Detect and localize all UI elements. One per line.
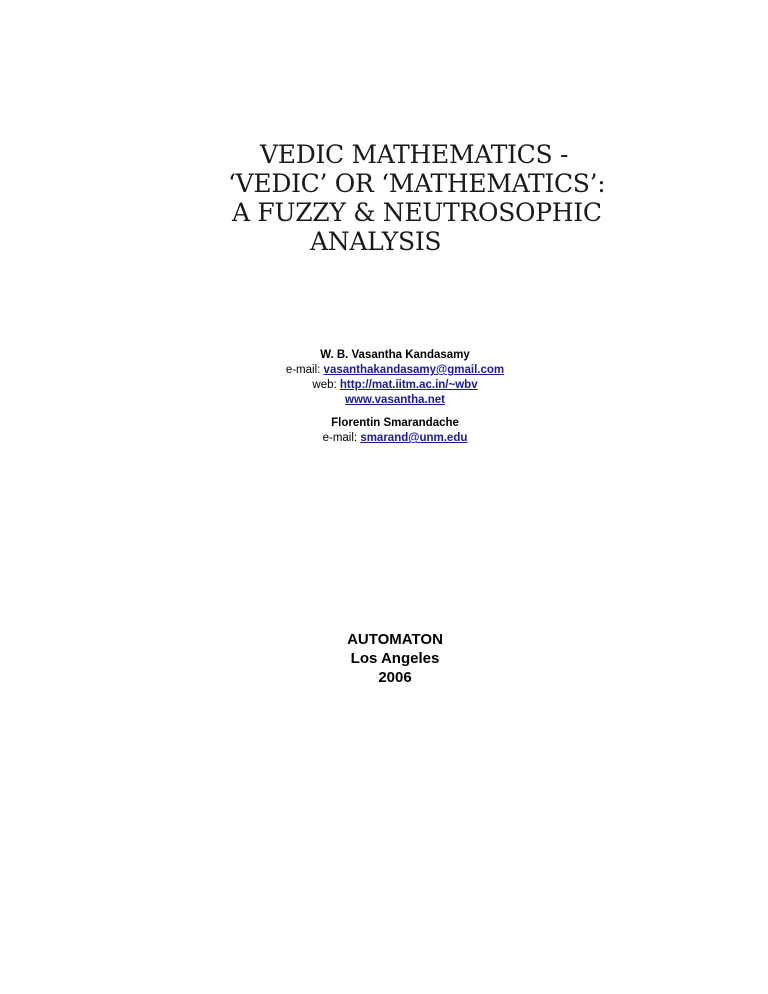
author-1-web2-link[interactable]: www.vasantha.net xyxy=(345,394,445,406)
title-line-4: ANALYSIS xyxy=(310,227,442,256)
author-1-web-label: web: xyxy=(312,379,337,391)
title-line-1: VEDIC MATHEMATICS - xyxy=(260,140,569,169)
publisher-city: Los Angeles xyxy=(350,650,440,667)
publisher-name: AUTOMATON xyxy=(347,631,443,648)
author-2-email-link[interactable]: smarand@unm.edu xyxy=(360,432,468,444)
author-1-web2-row xyxy=(240,393,550,408)
author-1-email-link[interactable]: vasanthakandasamy@gmail.com xyxy=(323,364,505,376)
title-line-2: ‘VEDIC’ OR ‘MATHEMATICS’: xyxy=(228,169,606,198)
author-2-name: Florentin Smarandache xyxy=(331,417,459,429)
title-line-3: A FUZZY & NEUTROSOPHIC xyxy=(232,198,602,227)
author-1-web-row xyxy=(240,378,550,393)
author-1-name: W. B. Vasantha Kandasamy xyxy=(320,349,470,361)
authors-block xyxy=(240,348,550,446)
author-2-email-label: e-mail: xyxy=(322,432,358,444)
author-2-email-row xyxy=(240,431,550,446)
book-title xyxy=(228,140,606,256)
publisher-block xyxy=(300,630,490,687)
author-1-email-label: e-mail: xyxy=(285,364,321,376)
author-1-email-row xyxy=(240,363,550,378)
publication-year: 2006 xyxy=(378,669,412,686)
author-1-web-link[interactable]: http://mat.iitm.ac.in/~wbv xyxy=(339,379,478,391)
author-spacer xyxy=(240,408,550,416)
